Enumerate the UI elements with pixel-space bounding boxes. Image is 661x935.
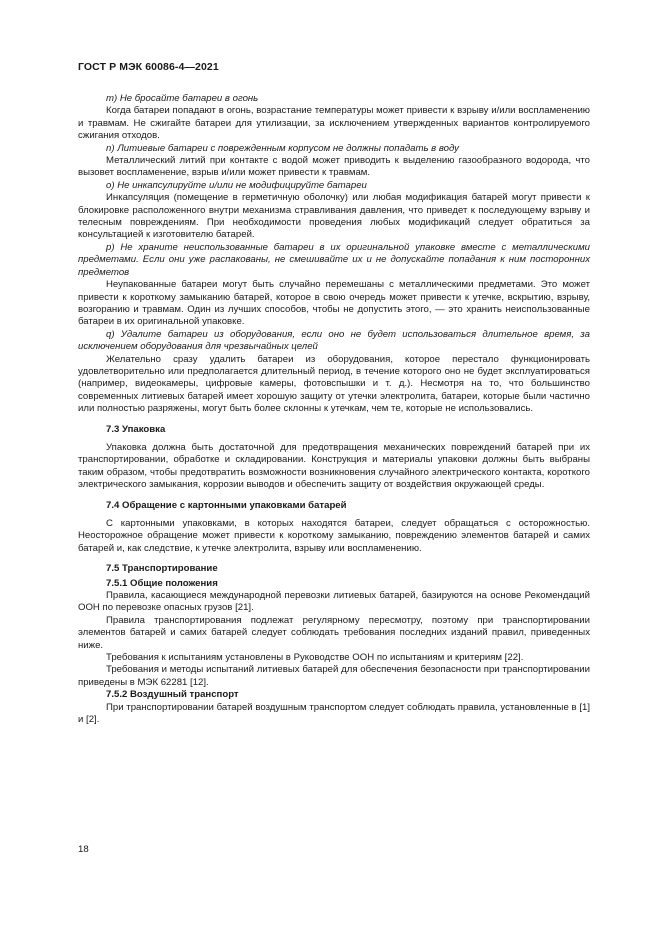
section-7-5-1-para-1: Правила, касающиеся международной перевозки литиевых батарей, базируются на основе Рекомендаций ООН по перевозке опасных грузов [21]. <box>78 590 590 614</box>
item-m-text: Когда батареи попадают в огонь, возрастание температуры может привести к взрыву и/или воспламенению и травмам. Не сжигайте батареи для утилизации, за исключением утвержденных вариантов контролируемого сжигания отходов. <box>78 105 590 142</box>
section-7-5-1-heading: 7.5.1 Общие положения <box>106 577 218 589</box>
item-p-text: Неупакованные батареи могут быть случайно перемешаны с металлическими предметами. Это может привести к короткому замыканию батарей, которое в свою очередь может привести к утечке, вскрытию, взрыву, возгоранию и травмам. Один из лучших способов, чтобы не допустить этого, — это хранить неиспользованные батареи в их оригинальной упаковке. <box>78 279 590 328</box>
section-7-5-1-para-4: Требования и методы испытаний литиевых батарей для обеспечения безопасности при транспортировании приведены в МЭК 62281 [12]. <box>78 664 590 688</box>
item-n-title: n) Литиевые батареи с поврежденным корпусом не должны попадать в воду <box>106 142 459 154</box>
document-header: ГОСТ Р МЭК 60086-4—2021 <box>78 61 219 73</box>
item-o-text: Инкапсуляция (помещение в герметичную оболочку) или любая модификация батарей могут привести к блокировке расположенного внутри механизма стравливания давления, что приведет к последующему взрыву и телесным повреждениям. При необходимости проведения любых модификаций следует обратиться за консультацией к изготовителю батарей. <box>78 192 590 241</box>
document-body <box>78 93 590 727</box>
item-q-text: Желательно сразу удалить батареи из оборудования, которое перестало функционировать удовлетворительно или предполагается длительный период, в течение которого оно не будет эксплуатироваться (например, видеокамеры, цифровые камеры, фотовспышки и т. д.). Несмотря на то, что большинство современных литиевых батарей имеет хорошую защиту от утечки электролита, батареи, которые были частично или полностью разряжены, могут быть более склонны к утечкам, чем те, которые не использовались. <box>78 353 590 415</box>
section-7-5-1-para-2: Правила транспортирования подлежат регулярному пересмотру, поэтому при транспортировании элементов батарей и самих батарей следует соблюдать требования последних изданий правил, приведенных ниже. <box>78 614 590 651</box>
item-n-text: Металлический литий при контакте с водой может приводить к выделению газообразного водорода, что вызовет воспламенение, взрыв и/или может привести к травмам. <box>78 155 590 179</box>
section-7-5-heading: 7.5 Транспортирование <box>106 563 218 575</box>
section-7-5-1-para-3: Требования к испытаниям установлены в Руководстве ООН по испытаниям и критериям [22]. <box>106 652 524 664</box>
item-m-title: m) Не бросайте батареи в огонь <box>106 93 259 104</box>
section-7-5-2-heading: 7.5.2 Воздушный транспорт <box>106 689 239 701</box>
item-p-title: p) Не храните неиспользованные батареи в их оригинальной упаковке вместе с металлическими предметами. Если они уже распакованы, не смешивайте их и не допускайте попадания к ним посторонних предметов <box>78 241 590 278</box>
section-7-3-heading: 7.3 Упаковка <box>106 423 166 435</box>
section-7-4-heading: 7.4 Обращение с картонными упаковками батарей <box>106 499 347 511</box>
page-number: 18 <box>78 844 89 855</box>
item-o-title: o) Не инкапсулируйте и/или не модифицируйте батареи <box>106 179 367 191</box>
section-7-5-2-text: При транспортировании батарей воздушным транспортом следует соблюдать правила, установленные в [1] и [2]. <box>78 701 590 726</box>
item-q-title: q) Удалите батареи из оборудования, если оно не будет использоваться длительное время, за исключением оборудования для чрезвычайных целей <box>78 328 590 353</box>
section-7-4-text: С картонными упаковками, в которых находятся батареи, следует обращаться с осторожностью. Неосторожное обращение может привести к короткому замыканию, повреждению элементов батарей и самих батарей и, как следствие, к утечке электролита, взрыву или воспламенению. <box>78 518 590 554</box>
section-7-3-text: Упаковка должна быть достаточной для предотвращения механических повреждений батарей при их транспортировании, обработке и складировании. Конструкция и материалы упаковки должны быть выбраны таким образом, чтобы предотвратить возможности возникновения случайного электрического контакта, короткого электрического замыкания, коррозии выводов и обеспечить защиту от воздействия окружающей среды. <box>78 441 590 491</box>
